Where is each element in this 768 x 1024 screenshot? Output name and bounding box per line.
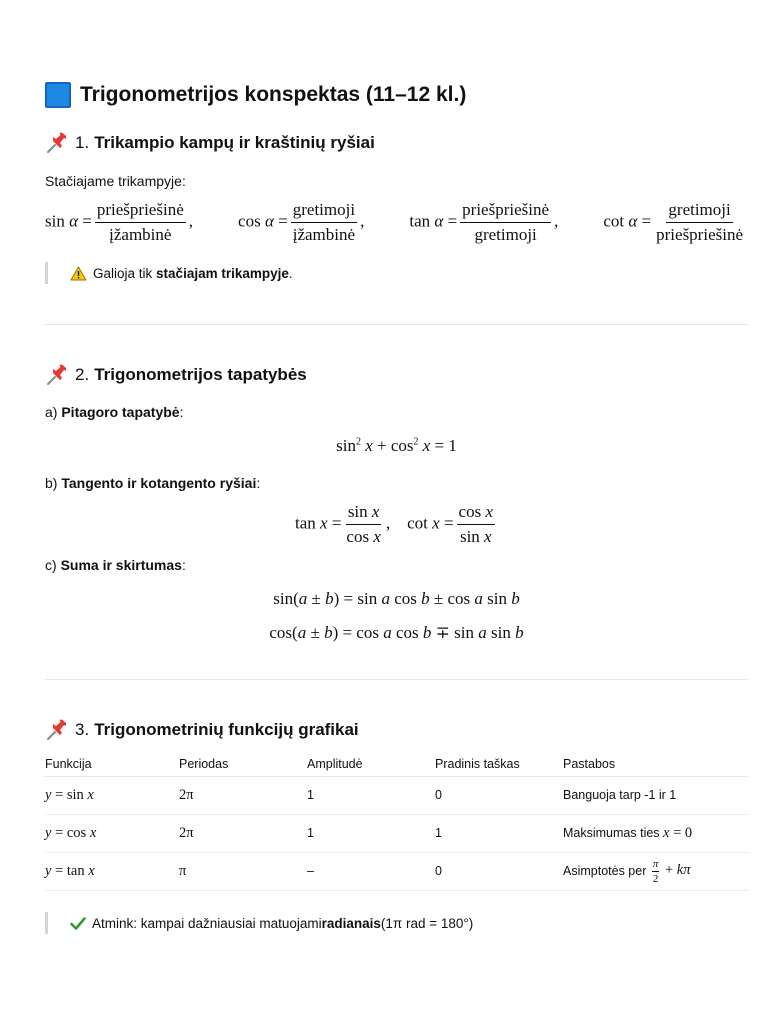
period-cell: 2π xyxy=(179,776,307,814)
column-header: Funkcija xyxy=(45,752,179,776)
start-cell: 0 xyxy=(435,852,563,890)
start-cell: 0 xyxy=(435,776,563,814)
blue-square-icon xyxy=(45,82,71,108)
sin-definition: sin α = $\frac{\text{priešpriešinė}}{\text{įžambinė}}$ , xyxy=(45,200,193,244)
pushpin-icon xyxy=(45,719,69,741)
pythagorean-label: a) Pitagoro tapatybė: xyxy=(45,404,184,420)
cot-definition: cot α = $\frac{\text{gretimoji}}{\text{priešpriešinė}}$ xyxy=(603,200,743,244)
section-1-intro: Stačiajame trikampyje: xyxy=(45,173,186,189)
period-cell: π xyxy=(179,852,307,890)
function-cell: y = cos x xyxy=(45,814,179,852)
page-title: Trigonometrijos konspektas (11–12 kl.) xyxy=(45,82,466,108)
section-2-heading: 2. Trigonometrijos tapatybės xyxy=(45,364,307,386)
column-header: Pradinis taškas xyxy=(435,752,563,776)
section-1-heading: 1. Trikampio kampų ir kraštinių ryšiai xyxy=(45,132,375,154)
tan-definition: tan α = $\frac{\text{priešpriešinė}}{\text{gretimoji}}$ , xyxy=(409,200,559,244)
amplitude-cell: 1 xyxy=(307,814,435,852)
table-row xyxy=(45,852,748,890)
sum-difference-label: c) Suma ir skirtumas: xyxy=(45,557,186,573)
amplitude-cell: 1 xyxy=(307,776,435,814)
table-header-row xyxy=(45,752,748,776)
column-header: Periodas xyxy=(179,752,307,776)
tan-cot-identities: tan x = $\frac{\text{sin x}}{\text{cos x}}$ , cot x = $\frac{\text{cos x}}{\text{sin x}}$ xyxy=(294,502,494,546)
sine-sum-formula: sin(a ± b) = sin a cos b ± cos a sin b xyxy=(273,589,520,608)
warning-note: Galioja tik stačiajam trikampyje . xyxy=(45,262,293,284)
warning-icon xyxy=(70,266,87,281)
function-cell: y = tan x xyxy=(45,852,179,890)
note-cell: Banguoja tarp -1 ir 1 xyxy=(563,776,748,814)
table-row xyxy=(45,814,748,852)
note-cell: Asimptotės per $\frac{\pi}{2}$ + kπ xyxy=(563,852,748,890)
trig-ratio-definitions xyxy=(45,200,748,245)
remember-note: Atmink: kampai dažniausiai matuojami radianais (1π rad = 180°) xyxy=(45,912,473,934)
section-divider xyxy=(45,679,748,680)
trig-functions-table xyxy=(45,752,748,891)
tan-cot-label: b) Tangento ir kotangento ryšiai: xyxy=(45,475,261,491)
note-cell: Maksimumas ties x = 0 xyxy=(563,814,748,852)
checkmark-icon xyxy=(70,917,86,930)
period-cell: 2π xyxy=(179,814,307,852)
function-cell: y = sin x xyxy=(45,776,179,814)
section-divider xyxy=(45,324,748,325)
pushpin-icon xyxy=(45,132,69,154)
amplitude-cell: – xyxy=(307,852,435,890)
cos-definition: cos α = $\frac{\text{gretimoji}}{\text{įžambinė}}$ , xyxy=(238,200,365,244)
column-header: Pastabos xyxy=(563,752,748,776)
pythagorean-identity: $\sin^2 x + \cos^2 x = 1$ xyxy=(336,436,457,455)
pushpin-icon xyxy=(45,364,69,386)
section-3-heading: 3. Trigonometrinių funkcijų grafikai xyxy=(45,719,359,741)
table-row xyxy=(45,776,748,814)
cosine-sum-formula: cos(a ± b) = cos a cos b ∓ sin a sin b xyxy=(269,623,524,642)
column-header: Amplitudė xyxy=(307,752,435,776)
start-cell: 1 xyxy=(435,814,563,852)
